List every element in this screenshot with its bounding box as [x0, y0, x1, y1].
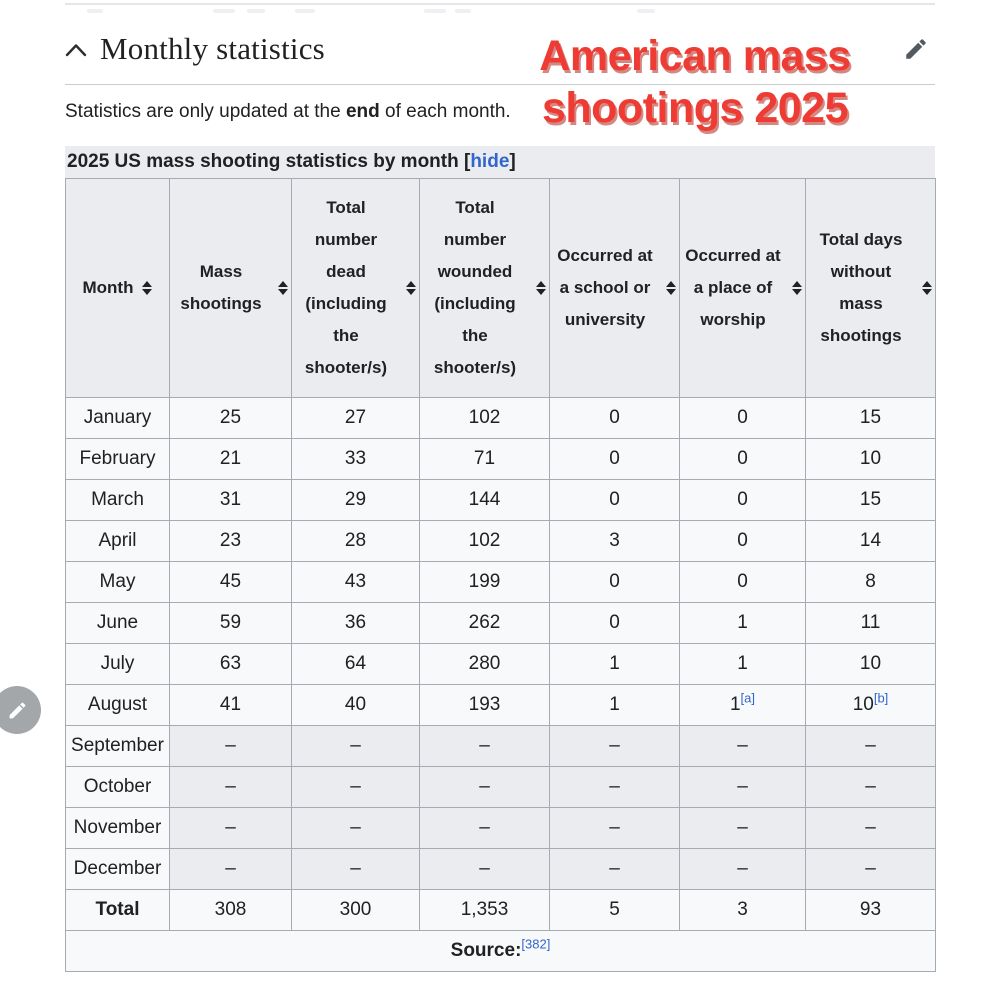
table-caption: [65, 146, 935, 178]
hide-link[interactable]: hide: [470, 151, 510, 172]
data-cell: 0: [550, 603, 680, 644]
data-cell: –: [170, 849, 292, 890]
data-cell: 33: [292, 439, 420, 480]
data-cell: 308: [170, 890, 292, 931]
data-cell: –: [680, 808, 806, 849]
data-cell: 199: [420, 562, 550, 603]
source-cell: [66, 931, 936, 972]
data-cell: 193: [420, 685, 550, 726]
data-cell: 1,353: [420, 890, 550, 931]
data-cell: 10[b]: [806, 685, 936, 726]
data-cell: 29: [292, 480, 420, 521]
data-cell: –: [550, 849, 680, 890]
data-cell: 0: [680, 398, 806, 439]
data-cell: 0: [550, 398, 680, 439]
data-cell: 3: [680, 890, 806, 931]
pencil-icon: [7, 700, 28, 721]
column-header-days-without[interactable]: [806, 179, 936, 398]
data-cell: –: [680, 726, 806, 767]
caption-bracket: ]: [509, 151, 516, 172]
monthly-statistics-table: [65, 178, 936, 972]
data-cell: 144: [420, 480, 550, 521]
data-cell: 41: [170, 685, 292, 726]
data-cell: 8: [806, 562, 936, 603]
data-cell: 0: [680, 480, 806, 521]
data-cell: 1: [680, 603, 806, 644]
data-cell: 3: [550, 521, 680, 562]
update-note-text: Statistics are only updated at the: [65, 101, 346, 122]
sort-icon[interactable]: [142, 281, 152, 295]
data-cell: –: [420, 767, 550, 808]
caption-bracket: [: [458, 151, 471, 172]
data-cell: 25: [170, 398, 292, 439]
data-cell: –: [680, 767, 806, 808]
header-row: [66, 179, 936, 398]
data-cell: –: [806, 849, 936, 890]
data-cell: –: [420, 808, 550, 849]
data-cell: 23: [170, 521, 292, 562]
sort-icon[interactable]: [536, 281, 546, 295]
footnote-link[interactable]: [a]: [740, 690, 756, 706]
section-divider: [65, 84, 935, 85]
column-label: Month: [82, 278, 134, 297]
section-header[interactable]: [65, 0, 935, 71]
data-cell: 1: [550, 685, 680, 726]
data-cell: 11: [806, 603, 936, 644]
data-cell: 280: [420, 644, 550, 685]
data-cell: 0: [550, 439, 680, 480]
data-cell: 10: [806, 439, 936, 480]
total-row: [66, 890, 936, 931]
data-cell: –: [550, 808, 680, 849]
column-label: Total days without mass shootings: [819, 230, 903, 345]
table-row: [66, 521, 936, 562]
data-cell: 36: [292, 603, 420, 644]
column-header-month[interactable]: [66, 179, 170, 398]
update-note-bold: end: [345, 101, 380, 122]
table-row: [66, 439, 936, 480]
data-cell: 93: [806, 890, 936, 931]
section-title: Monthly statistics: [100, 31, 325, 66]
data-cell: 43: [292, 562, 420, 603]
data-cell: 0: [680, 521, 806, 562]
column-label: Mass shootings: [180, 262, 262, 313]
column-header-total-dead[interactable]: [292, 179, 420, 398]
sort-icon[interactable]: [792, 281, 802, 295]
month-cell: December: [66, 849, 170, 890]
data-cell: –: [170, 726, 292, 767]
month-cell: November: [66, 808, 170, 849]
data-cell: 40: [292, 685, 420, 726]
data-cell: 1: [680, 644, 806, 685]
column-header-mass-shootings[interactable]: [170, 179, 292, 398]
month-cell: July: [66, 644, 170, 685]
table-row: [66, 685, 936, 726]
data-cell: 31: [170, 480, 292, 521]
data-cell: 28: [292, 521, 420, 562]
column-label: Total number dead (including the shooter/s): [304, 198, 388, 377]
data-cell: 15: [806, 398, 936, 439]
data-cell: –: [292, 767, 420, 808]
data-cell: 0: [550, 480, 680, 521]
month-cell: October: [66, 767, 170, 808]
data-cell: 64: [292, 644, 420, 685]
table-row: [66, 603, 936, 644]
data-cell: –: [806, 767, 936, 808]
update-note-text: of each month.: [379, 101, 511, 122]
data-cell: 262: [420, 603, 550, 644]
data-cell: –: [550, 767, 680, 808]
data-cell: 63: [170, 644, 292, 685]
data-cell: 0: [680, 562, 806, 603]
data-cell: 300: [292, 890, 420, 931]
data-cell: –: [292, 849, 420, 890]
data-cell: –: [170, 767, 292, 808]
source-label: Source:: [450, 940, 522, 961]
data-cell: 59: [170, 603, 292, 644]
sort-icon[interactable]: [278, 281, 288, 295]
data-cell: –: [806, 726, 936, 767]
statistics-table-container: [65, 146, 935, 972]
column-header-worship[interactable]: [680, 179, 806, 398]
sort-icon[interactable]: [922, 281, 932, 295]
month-cell: September: [66, 726, 170, 767]
table-row: [66, 398, 936, 439]
data-cell: 0: [680, 439, 806, 480]
data-cell: 45: [170, 562, 292, 603]
data-cell: –: [420, 726, 550, 767]
data-cell: –: [170, 808, 292, 849]
table-row: [66, 808, 936, 849]
data-cell: 21: [170, 439, 292, 480]
table-body: [66, 398, 936, 931]
data-cell: 1: [550, 644, 680, 685]
source-row: [66, 931, 936, 972]
table-row: [66, 644, 936, 685]
column-header-total-wounded[interactable]: [420, 179, 550, 398]
month-cell: January: [66, 398, 170, 439]
month-cell: June: [66, 603, 170, 644]
data-cell: –: [292, 808, 420, 849]
data-cell: 27: [292, 398, 420, 439]
table-row: [66, 726, 936, 767]
data-cell: 14: [806, 521, 936, 562]
data-cell: –: [292, 726, 420, 767]
month-cell: February: [66, 439, 170, 480]
data-cell: 0: [550, 562, 680, 603]
data-cell: 1[a]: [680, 685, 806, 726]
month-cell: March: [66, 480, 170, 521]
watermark-line-1: American mass: [539, 32, 851, 80]
data-cell: 15: [806, 480, 936, 521]
section-edit-pencil-icon[interactable]: [903, 36, 935, 62]
table-caption-text: 2025 US mass shooting statistics by month: [67, 151, 459, 172]
column-label: Total number wounded (including the shooter/s): [433, 198, 517, 377]
sort-icon[interactable]: [406, 281, 416, 295]
month-cell: May: [66, 562, 170, 603]
watermark-line-2: shootings 2025: [541, 84, 849, 132]
data-cell: –: [806, 808, 936, 849]
data-cell: –: [680, 849, 806, 890]
table-row: [66, 562, 936, 603]
data-cell: 71: [420, 439, 550, 480]
column-label: Occurred at a place of worship: [685, 246, 781, 329]
column-header-school[interactable]: [550, 179, 680, 398]
data-cell: –: [550, 726, 680, 767]
data-cell: 102: [420, 521, 550, 562]
table-row: [66, 767, 936, 808]
month-cell: Total: [66, 890, 170, 931]
data-cell: 10: [806, 644, 936, 685]
data-cell: 5: [550, 890, 680, 931]
update-note: [65, 100, 935, 123]
column-label: Occurred at a school or university: [557, 246, 653, 329]
month-cell: April: [66, 521, 170, 562]
chevron-up-icon[interactable]: [65, 42, 87, 57]
source-ref-link[interactable]: [382]: [521, 936, 551, 952]
footnote-link[interactable]: [b]: [873, 690, 889, 706]
sort-icon[interactable]: [666, 281, 676, 295]
data-cell: –: [420, 849, 550, 890]
data-cell: 102: [420, 398, 550, 439]
table-row: [66, 480, 936, 521]
table-row: [66, 849, 936, 890]
month-cell: August: [66, 685, 170, 726]
